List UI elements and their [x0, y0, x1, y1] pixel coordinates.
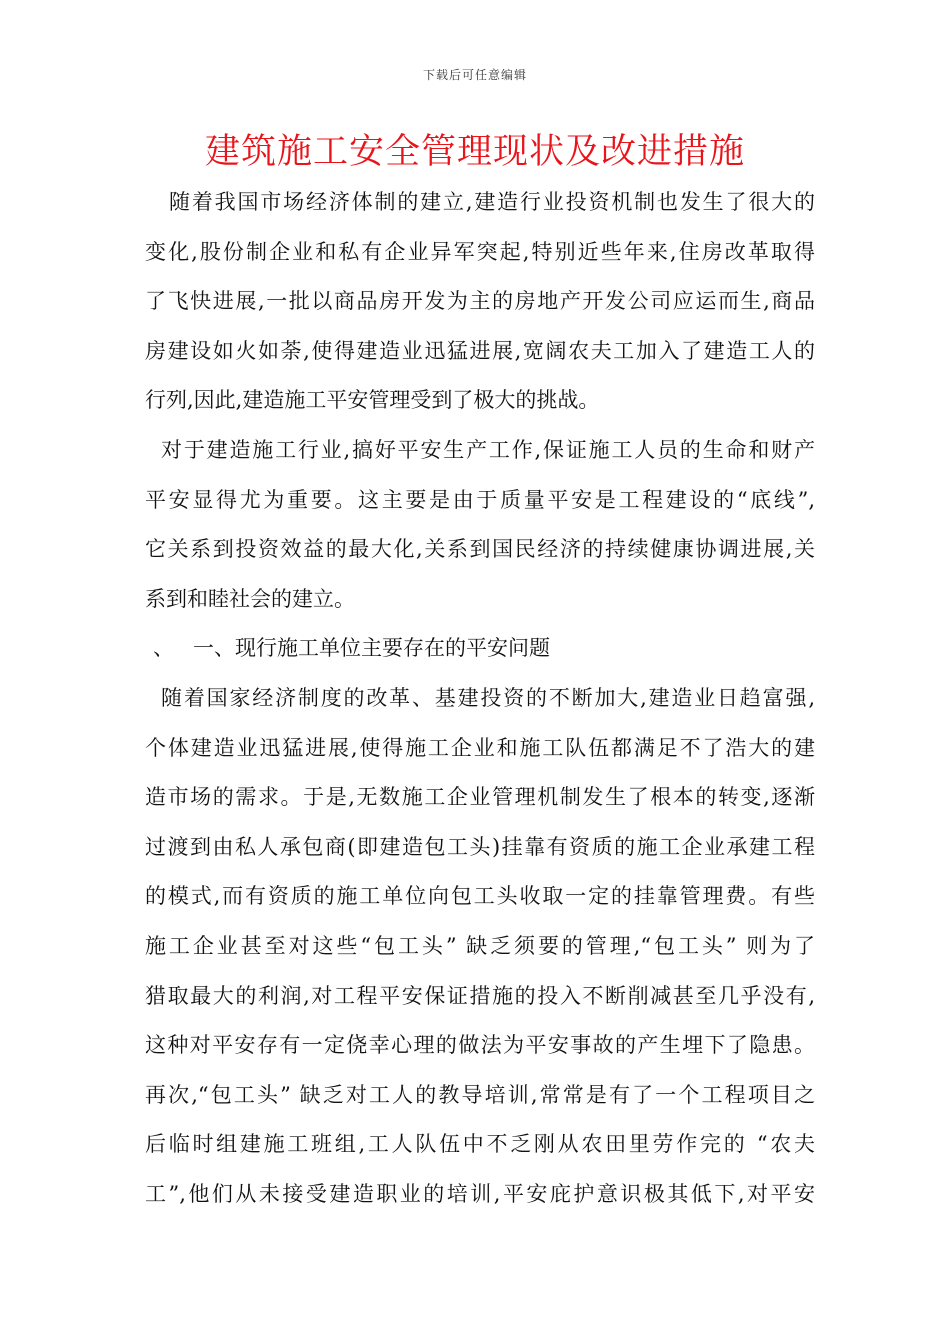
- section-paragraph-line-1: 随着国家经济制度的改革、基建投资的不断加大,建造业日趋富强,: [161, 685, 815, 710]
- section-heading: [145, 624, 815, 674]
- section-paragraph-line-10: 后临时组建施工班组,工人队伍中不乏刚从农田里劳作完的 “农夫: [145, 1132, 815, 1157]
- section-paragraph-line-11: 工”,他们从未接受建造职业的培训,平安庇护意识极其低下,对平安: [145, 1181, 815, 1206]
- paragraph-1-line-3: 了飞快进展,一批以商品房开发为主的房地产开发公司应运而生,商品: [145, 289, 815, 314]
- section-heading-mark: 、: [153, 636, 174, 661]
- section-paragraph-line-8: 这种对平安存有一定侥幸心理的做法为平安事故的产生埋下了隐患。: [145, 1033, 815, 1058]
- paragraph-1-line-5: 行列,因此,建造施工平安管理受到了极大的挑战。: [145, 388, 600, 413]
- paragraph-2-line-4: 系到和睦社会的建立。: [145, 586, 355, 611]
- section-paragraph-line-6: 施工企业甚至对这些“包工头” 缺乏须要的管理,“包工头” 则为了: [145, 933, 815, 958]
- document-title: 建筑施工安全管理现状及改进措施: [204, 132, 745, 172]
- document-body: [145, 178, 815, 1219]
- section-paragraph-line-2: 个体建造业迅猛进展,使得施工企业和施工队伍都满足不了浩大的建: [145, 735, 815, 760]
- section-heading-text: 一、现行施工单位主要存在的平安问题: [193, 636, 550, 661]
- paragraph-1-line-4: 房建设如火如荼,使得建造业迅猛进展,宽阔农夫工加入了建造工人的: [145, 338, 815, 363]
- paragraph-1-line-1: 随着我国市场经济体制的建立,建造行业投资机制也发生了很大的: [169, 190, 815, 214]
- section-paragraph-line-9: 再次,“包工头” 缺乏对工人的教导培训,常常是有了一个工程项目之: [145, 1082, 815, 1107]
- section-paragraph-line-7: 猎取最大的利润,对工程平安保证措施的投入不断削减甚至几乎没有,: [145, 983, 815, 1008]
- paragraph-1-line-2: 变化,股份制企业和私有企业异军突起,特别近些年来,住房改革取得: [145, 239, 815, 264]
- header-note: 下载后可任意编辑: [422, 68, 527, 82]
- section-paragraph-line-5: 的模式,而有资质的施工单位向包工头收取一定的挂靠管理费。有些: [145, 884, 815, 909]
- paragraph-2-line-1: 对于建造施工行业,搞好平安生产工作,保证施工人员的生命和财产: [161, 437, 815, 462]
- paragraph-2-line-2: 平安显得尤为重要。这主要是由于质量平安是工程建设的“底线”,: [145, 487, 815, 512]
- section-paragraph-line-4: 过渡到由私人承包商(即建造包工头)挂靠有资质的施工企业承建工程: [145, 834, 815, 859]
- paragraph-2-line-3: 它关系到投资效益的最大化,关系到国民经济的持续健康协调进展,关: [145, 537, 815, 562]
- section-paragraph-line-3: 造市场的需求。于是,无数施工企业管理机制发生了根本的转变,逐渐: [145, 785, 815, 810]
